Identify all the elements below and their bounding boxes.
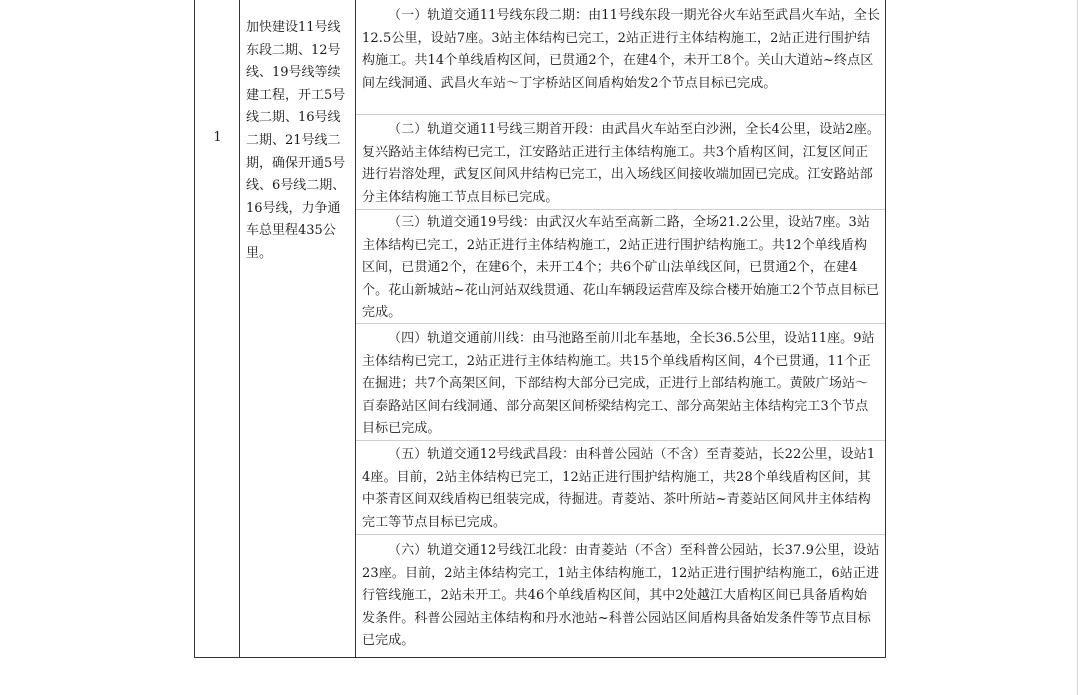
detail-cell — [356, 0, 885, 657]
row-number: 1 — [213, 130, 222, 145]
paragraph-divider — [356, 209, 885, 210]
task-text: 加快建设11号线东段二期、12号线、19号线等续建工程，开工5号线二期、16号线二期、21号线二期，确保开通5号线、6号线二期、16号线，力争通车总里程435公里。 — [246, 20, 346, 261]
paragraph-divider — [356, 440, 885, 441]
row-number-cell — [195, 0, 240, 657]
detail-paragraph-2: （二）轨道交通11号线三期首开段：由武昌火车站至白沙洲，全长4公里，设站2座。复兴路站主体结构已完工，江安路站正进行主体结构施工。共3个盾构区间，江复区间正进行岩溶处理，武复区间风井结构已完工，出入场线区间接收端加固已完成。江安路站部分主体结构施工节点目标已完成。 — [362, 122, 880, 205]
detail-paragraph-3: （三）轨道交通19号线：由武汉火车站至高新二路，全场21.2公里，设站7座。3站主体结构已完工，2站正进行主体结构施工，2站正进行围护结构施工。共12个单线盾构区间，已贯通2个，在建6个，未开工4个；共6个矿山法单线区间，已贯通2个，在建4个。花山新城站~花山河站双线贯通、花山车辆段运营库及综合楼开始施工2个节点目标已完成。 — [362, 215, 880, 321]
task-cell — [240, 0, 356, 657]
paragraph-divider — [356, 114, 885, 115]
page-edge-line — [1077, 0, 1078, 695]
project-table — [194, 0, 886, 658]
detail-paragraph-4: （四）轨道交通前川线：由马池路至前川北车基地，全长36.5公里，设站11座。9站主体结构已完工，2站正进行主体结构施工。共15个单线盾构区间，4个已贯通，11个正在掘进；共7个高架区间，下部结构大部分已完成，正进行上部结构施工。黄陂广场站～百泰路站区间右线洞通、部分高架区间桥梁结构完工、部分高架站主体结构完工3个节点目标已完成。 — [362, 331, 875, 437]
detail-paragraph-1: （一）轨道交通11号线东段二期：由11号线东段一期光谷火车站至武昌火车站，全长12.5公里，设站7座。3站主体结构已完工，2站正进行主体结构施工，2站正进行围护结构施工。共14个单线盾构区间，已贯通2个，在建4个，未开工8个。关山大道站~终点区间左线洞通、武昌火车站～丁字桥站区间盾构始发2个节点目标已完成。 — [362, 8, 880, 91]
detail-paragraph-5: （五）轨道交通12号线武昌段：由科普公园站（不含）至青菱站，长22公里，设站14座。目前，2站主体结构已完工，12站正进行围护结构施工，共28个单线盾构区间，其中茶青区间双线盾构已组装完成，待掘进。青菱站、茶叶所站~青菱站区间风井主体结构完工等节点目标已完成。 — [362, 447, 876, 530]
detail-paragraph-6: （六）轨道交通12号线江北段：由青菱站（不含）至科普公园站，长37.9公里，设站23座。目前，2站主体结构完工，1站主体结构施工，12站正进行围护结构施工，6站正进行管线施工，2站未开工。共46个单线盾构区间，其中2处越江大盾构区间已具备盾构始发条件。科普公园站主体结构和丹水池站~科普公园站区间盾构具备始发条件等节点目标已完成。 — [362, 543, 880, 649]
paragraph-divider — [356, 534, 885, 535]
paragraph-divider — [356, 323, 885, 324]
